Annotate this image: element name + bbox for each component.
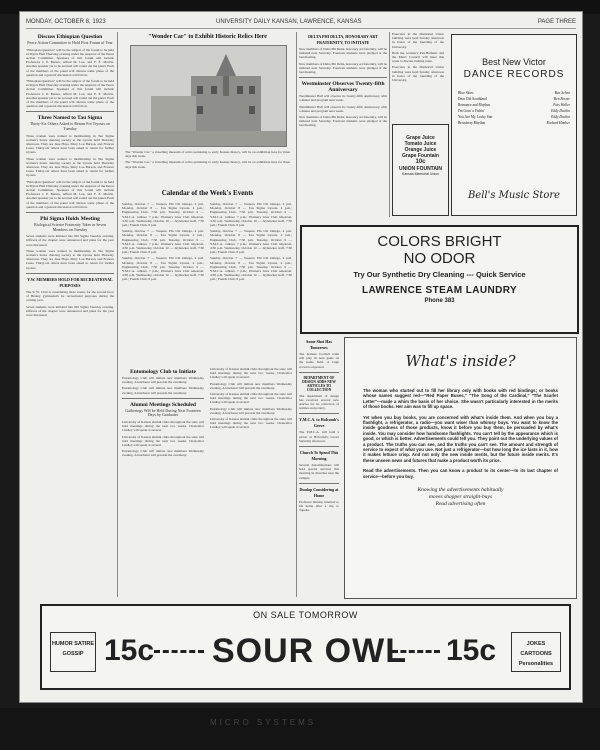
column-rule xyxy=(389,32,390,217)
article-yw: The Y. W. Club is considering three events for the second floor of Henley gymnasium for recreational purposes during the coming year. xyxy=(26,289,114,303)
article-tau-sigma-cont2: "Ethiopian Question" will be the subject of the forum to be held in Myers Hall Thursday evening under the auspices of the Peace Action Committee. Speakers of this forum will include Professors J. P. Barnes, Alfred M. Lee, and F. E. Melvin. Another speaker yet to be secured will round out the panel. Each of the members of the panel will discuss some phase of the question and a general discussion will follow. xyxy=(26,179,114,209)
sour-owl-price-left: 15c xyxy=(104,634,155,667)
column-rule xyxy=(117,32,118,597)
newspaper-page xyxy=(20,12,582,702)
victor-record-artist: Eddy Duchin xyxy=(551,115,570,119)
victor-record-title: Romance and Rhythm xyxy=(458,103,491,107)
article-church: Several denominations will hold special services this morning in churches near the campus. xyxy=(299,463,339,480)
whats-inside-sign2: moves shopper straight-buys xyxy=(428,494,493,501)
whats-inside-para3: Read the advertisements. Then you can know a product to its center—to its last chapter of service—before you buy. xyxy=(363,468,558,479)
ad-grape-3: Orange Juice xyxy=(404,147,437,153)
headline-wonder-car: "Wonder Car" to Exhibit Historic Relics Here xyxy=(148,34,267,40)
headline-alumni: Alumni Meetings Scheduled xyxy=(129,401,196,408)
ad-grape-2: Tomato Juice xyxy=(404,141,437,147)
photo-caption-cont: The "Wonder Car," a travelling museum of relics pertaining to early Kansas history, will be on exhibition here for three days this week. xyxy=(125,160,290,169)
column-2a-lower xyxy=(122,367,204,597)
article-design: The department of design has received several new articles for its collection of textiles and pottery. xyxy=(299,393,339,411)
whats-inside-sign1: Knowing the advertisements habitually xyxy=(417,487,504,494)
photo-caption: The "Wonder Car," a travelling museum of relics pertaining to early Kansas history, will be on exhibition here for three days this week. xyxy=(125,150,290,159)
ad-grape-1: Grape Juice xyxy=(406,135,435,141)
victor-records-ad xyxy=(451,34,577,216)
laundry-ad xyxy=(300,225,579,334)
calendar-headline: Calendar of the Week's Events xyxy=(161,189,254,197)
article-westminster: Westminster Hall will observe its twenty-fifth anniversary with a dinner and program next week. xyxy=(299,94,387,103)
sour-owl-dash-right xyxy=(392,650,440,653)
film-label: MICRO SYSTEMS xyxy=(210,718,317,727)
article-delta-phi: New members of Delta Phi Delta, honorary art fraternity, will be initiated next Saturday. Fourteen students were pledged at the last meeting. xyxy=(299,47,387,60)
column-2b-lower xyxy=(210,367,292,597)
column-rule xyxy=(296,32,297,597)
column-3-top xyxy=(299,32,387,217)
headline-ymca: Y.M.C.A. to Holcomb's Grove xyxy=(299,417,339,429)
article-alumni-b5: University of Kansas alumni clubs throughout the state will hold meetings during the next two weeks. Chancellor Lindley will speak at several. xyxy=(210,417,292,430)
article-dunlop: Professor Dunlop returned to his home after a trip to Topeka. xyxy=(299,499,339,513)
victor-record-title: I'm Goin' a Fishin' xyxy=(458,109,485,113)
victor-record-artist: Richard Himber xyxy=(546,121,570,125)
article-westminster-cont2: New members of Delta Phi Delta, honorary art fraternity, will be initiated next Saturday. Fourteen students were pledged at the last meeting. xyxy=(299,115,387,128)
article-yw-cont: Seven students were initiated into Phi Sigma Tuesday evening. Officers of the chapter were announced and plans for the year were discussed. xyxy=(26,304,114,317)
calendar-col-a xyxy=(122,202,204,362)
article-phi-sigma: Seven students were initiated into Phi Sigma Tuesday evening. Officers of the chapter were announced and plans for the year were discussed. xyxy=(26,234,114,247)
headline-phi-sigma: Phi Sigma Holds Meeting xyxy=(40,216,100,223)
article-delta-phi-cont: New members of Delta Phi Delta, honorary art fraternity, will be initiated next Saturday. Fourteen students were pledged at the last meeting. xyxy=(299,61,387,75)
film-strip-bottom xyxy=(0,708,600,750)
whats-inside-para1: The woman who started out to fill her library only with books with red bindings; or books whose names suggest red—"Red Paper Buses," "The Song of the Cardinal," "The Scarlet Letter"—made a whim the basis of her choice. She wasn't particularly interested in the merits of those books. Her aim was to fill up space. xyxy=(363,388,558,410)
headline-westminster: Westminster Observes Twenty-fifth Anniversary xyxy=(301,81,385,94)
article-tau-sigma: Three women were named to membership in Tau Sigma women's honor dancing society at the tryouts held Thursday afternoon. They are Jane Hays, Mary Lou Burson, and Frances Jones. Thirty-six others have been asked to return for further tryouts. xyxy=(26,133,114,155)
victor-record-title: Blue Skies xyxy=(458,91,474,95)
sour-owl-price-right: 15c xyxy=(446,634,497,667)
building-photo-icon xyxy=(131,46,286,146)
photo-caption-block xyxy=(125,150,290,190)
calendar-body-a: Sunday, October 7 — Vespers, Phi Chi Omega, 4 p.m. Monday, October 8 — Tau Sigma tryouts, 4 p.m.; Engineering Club, 7:30 p.m. Tuesday, October 9 — Y.M.C.A. cabinet, 7 p.m.; Women's Glee Club rehearsal, 4:30 p.m. Wednesday, October 10 — Jayhawker staff, 7:30 p.m.; French Club, 8 p.m. xyxy=(122,202,204,228)
whats-inside-body xyxy=(363,388,558,479)
article-alumni-b: University of Kansas alumni clubs throughout the state will hold meetings during the next two weeks. Chancellor Lindley will speak at several. xyxy=(210,367,292,380)
calendar-body-b: Sunday, October 7 — Vespers, Phi Chi Omega, 4 p.m. Monday, October 8 — Tau Sigma tryouts, 4 p.m.; Engineering Club, 7:30 p.m. Tuesday, October 9 — Y.M.C.A. cabinet, 7 p.m.; Women's Glee Club rehearsal, 4:30 p.m. Wednesday, October 10 — Jayhawker staff, 7:30 p.m.; French Club, 8 p.m. xyxy=(210,202,292,228)
whats-inside-para2: Yet when you buy books, you are concerned with what's inside them. And when you buy a flashlight, a refrigerator, a radio—you want wiser than whimsy buys. You want to know the inside goodness of those products, know it before you buy them, be persuaded by what's inside. You may consider how handsome flashlights. You can't tell by the appearance which is good, or which is better. Advertisements could tell you. They point out the underlying values of a product. The truths you can see, and the truths you can't see. The amount and strength of service to expect of what you use. Not just a refrigerator—but how long the ice lasts in it, how it makes lettuce crisp. And not only the new inside merits, but the future inside merits. It's these unseen news and futures that make a product worth its price. xyxy=(363,414,558,463)
article-alumni-b2: Entomology Club will initiate new members Wednesday evening. A luncheon will precede the ceremony. xyxy=(210,381,292,390)
calendar-col-b xyxy=(210,202,292,362)
article-panhellenic: Both the women's Pan-Hellenic and the Men's Council will meet this week to discuss rushing rules. xyxy=(392,50,444,64)
article-entomology: Entomology Club will initiate new members Wednesday evening. A luncheon will precede the ceremony. xyxy=(122,376,204,385)
subhead-phi-sigma: Biological Science Fraternity Takes in Seven Members on Tuesday xyxy=(34,222,106,232)
masthead-title: UNIVERSITY DAILY KANSAN, LAWRENCE, KANSAS xyxy=(216,19,362,25)
calendar-head-block xyxy=(120,187,295,199)
wonder-car-photo xyxy=(130,45,287,147)
laundry-line3: Try Our Synthetic Dry Cleaning --- Quick Service xyxy=(353,270,526,279)
headline-tau-sigma: Three Named to Tau Sigma xyxy=(37,115,103,122)
laundry-line1: COLORS BRIGHT xyxy=(377,233,502,250)
column-3-lower xyxy=(299,337,339,597)
calendar-body-b2: Sunday, October 7 — Vespers, Phi Chi Omega, 4 p.m. Monday, October 8 — Tau Sigma tryouts, 4 p.m.; Engineering Club, 7:30 p.m. Tuesday, October 9 — Y.M.C.A. cabinet, 7 p.m.; Women's Glee Club rehearsal, 4:30 p.m. Wednesday, October 10 — Jayhawker staff, 7:30 p.m.; French Club, 8 p.m. xyxy=(210,229,292,255)
victor-record-artist: Ben Selvin xyxy=(554,91,570,95)
victor-record-list xyxy=(458,90,570,126)
calendar-body-b3: Sunday, October 7 — Vespers, Phi Chi Omega, 4 p.m. Monday, October 8 — Tau Sigma tryouts, 4 p.m.; Engineering Club, 7:30 p.m. Tuesday, October 9 — Y.M.C.A. cabinet, 7 p.m.; Women's Glee Club rehearsal, 4:30 p.m. Wednesday, October 10 — Jayhawker staff, 7:30 p.m.; French Club, 8 p.m. xyxy=(210,256,292,282)
headline-yw: Y.W. MEMBERS HOLD FOR RECREATIONAL PURPOSES xyxy=(27,276,113,288)
whats-inside-ad xyxy=(344,337,577,599)
headline-some-shot: Some Shot Has Tomorrow xyxy=(306,339,332,350)
union-fountain-ad xyxy=(392,124,449,216)
headline-church: Church To Spend This Morning xyxy=(299,450,339,462)
victor-record-title: Dear Old Southland xyxy=(458,97,487,101)
article-alumni-b4: Entomology Club will initiate new members Wednesday evening. A luncheon will precede the ceremony. xyxy=(210,406,292,415)
ad-grape-5: 10c xyxy=(415,159,426,165)
victor-line2: DANCE RECORDS xyxy=(463,69,565,80)
subhead-ethiopian: Peace Action Committee to Hold First Forum of Year xyxy=(27,40,113,45)
ad-grape-6: UNION FOUNTAIN xyxy=(399,166,442,172)
headline-design: DEPARTMENT OF DESIGN ADDS NEW ARTICLES TO COLLECTION xyxy=(302,375,336,393)
whats-inside-headline: What's inside? xyxy=(405,352,516,370)
sour-owl-title: SOUR OWL xyxy=(212,632,407,670)
victor-record-row xyxy=(458,120,570,126)
article-alumni-cont2: Entomology Club will initiate new members Wednesday evening. A luncheon will precede the ceremony. xyxy=(122,449,204,458)
victor-record-artist: Fats Waller xyxy=(553,103,570,107)
masthead xyxy=(26,18,576,29)
article-phi-sigma-cont: Three women were named to membership in Tau Sigma women's honor dancing society at the tryouts held Thursday afternoon. They are Jane Hays, Mary Lou Burson, and Frances Jones. Thirty-six others have been asked to return for further tryouts. xyxy=(26,248,114,270)
victor-record-artist: Ben Bernie xyxy=(553,97,570,101)
subhead-tau-sigma: Thirty-Six Others Asked to Return For Tryouts on Tuesday xyxy=(29,121,111,132)
sour-owl-left-box: HUMOR SATIRE GOSSIP xyxy=(50,632,96,672)
bells-music-store: Bell's Music Store xyxy=(467,190,561,201)
article-ymca: The Y.M.C.A. will hold a picnic at Holcomb's Grove Saturday afternoon. xyxy=(299,430,339,443)
sour-owl-ad xyxy=(40,604,571,690)
article-alumni: University of Kansas alumni clubs throughout the state will hold meetings during the next two weeks. Chancellor Lindley will speak at several. xyxy=(122,420,204,433)
calendar-body-a2: Sunday, October 7 — Vespers, Phi Chi Omega, 4 p.m. Monday, October 8 — Tau Sigma tryouts, 4 p.m.; Engineering Club, 7:30 p.m. Tuesday, October 9 — Y.M.C.A. cabinet, 7 p.m.; Women's Glee Club rehearsal, 4:30 p.m. Wednesday, October 10 — Jayhawker staff, 7:30 p.m.; French Club, 8 p.m. xyxy=(122,229,204,255)
victor-record-artist: Eddy Duchin xyxy=(551,109,570,113)
article-memorial: Exercises in the Memorial Union building were held Sunday afternoon in honor of the founding of the University. xyxy=(392,32,444,49)
article-alumni-b3: University of Kansas alumni clubs throughout the state will hold meetings during the next two weeks. Chancellor Lindley will speak at several. xyxy=(210,392,292,405)
whats-inside-sign3: Read advertising often xyxy=(435,501,486,508)
sour-owl-dash-left xyxy=(154,650,204,653)
victor-record-title: Broadway Rhythm xyxy=(458,121,486,125)
headline-delta-phi: DELTA PHI DELTA, HONORARY ART FRATERNITY, TO INITIATE xyxy=(308,34,378,45)
laundry-line2: NO ODOR xyxy=(403,250,476,267)
laundry-line5: Phone 383 xyxy=(424,298,455,304)
article-memorial-cont: Exercises in the Memorial Union building were held Sunday afternoon in honor of the founding of the University. xyxy=(392,65,444,83)
sour-owl-right-box: JOKES CARTOONS Personalities xyxy=(511,632,561,672)
ad-grape-7: Kansas Memorial Union xyxy=(401,172,440,176)
whats-inside-sign xyxy=(345,487,576,508)
headline-dunlop: Dunlop Considering at Home xyxy=(299,486,339,498)
calendar-body-a3: Sunday, October 7 — Vespers, Phi Chi Omega, 4 p.m. Monday, October 8 — Tau Sigma tryouts, 4 p.m.; Engineering Club, 7:30 p.m. Tuesday, October 9 — Y.M.C.A. cabinet, 7 p.m.; Women's Glee Club rehearsal, 4:30 p.m. Wednesday, October 10 — Jayhawker staff, 7:30 p.m.; French Club, 8 p.m. xyxy=(122,256,204,282)
sour-owl-top: ON SALE TOMORROW xyxy=(253,610,358,620)
article-entomology-cont: Entomology Club will initiate new members Wednesday evening. A luncheon will precede the ceremony. xyxy=(122,386,204,395)
subhead-alumni: Gatherings Will be Held During Next Fourteen Days by Graduates xyxy=(125,407,201,418)
masthead-page: PAGE THREE xyxy=(537,19,576,25)
article-ethiopian: "Ethiopian Question" will be the subject of the forum to be held in Myers Hall Thursday evening under the auspices of the Peace Action Committee. Speakers of this forum will include Professors J. P. Barnes, Alfred M. Lee, and F. E. Melvin. Another speaker yet to be secured will round out the panel. Each of the members of the panel will discuss some phase of the question and a general discussion will follow. xyxy=(26,47,114,77)
victor-record-title: You Are My Lucky Star xyxy=(458,115,493,119)
headline-ethiopian: Discuss Ethiopian Question xyxy=(37,34,103,40)
column-1 xyxy=(26,32,114,597)
masthead-date: MONDAY, OCTOBER 8, 1923 xyxy=(26,19,106,25)
article-tau-sigma-cont: Three women were named to membership in Tau Sigma women's honor dancing society at the tryouts held Thursday afternoon. They are Jane Hays, Mary Lou Burson, and Frances Jones. Thirty-six others have been asked to return for further tryouts. xyxy=(26,156,114,178)
victor-line1: Best New Victor xyxy=(482,57,546,67)
article-alumni-cont: University of Kansas alumni clubs throughout the state will hold meetings during the next two weeks. Chancellor Lindley will speak at several. xyxy=(122,434,204,448)
article-westminster-cont: Westminster Hall will observe its twenty-fifth anniversary with a dinner and program next week. xyxy=(299,104,387,113)
ad-grape-4: Grape Fountain xyxy=(402,153,439,159)
article-ethiopian-cont: "Ethiopian Question" will be the subject of the forum to be held in Myers Hall Thursday evening under the auspices of the Peace Action Committee. Speakers of this forum will include Professors J. P. Barnes, Alfred M. Lee, and F. E. Melvin. Another speaker yet to be secured will round out the panel. Each of the members of the panel will discuss some phase of the question and a general discussion will follow. xyxy=(26,79,114,109)
article-some-shot: The Kansas football team will play its next game on the home field. A large crowd is expected. xyxy=(299,352,339,369)
laundry-line4: LAWRENCE STEAM LAUNDRY xyxy=(361,285,518,296)
headline-entomology: Entomology Club to Initiate xyxy=(130,369,196,375)
